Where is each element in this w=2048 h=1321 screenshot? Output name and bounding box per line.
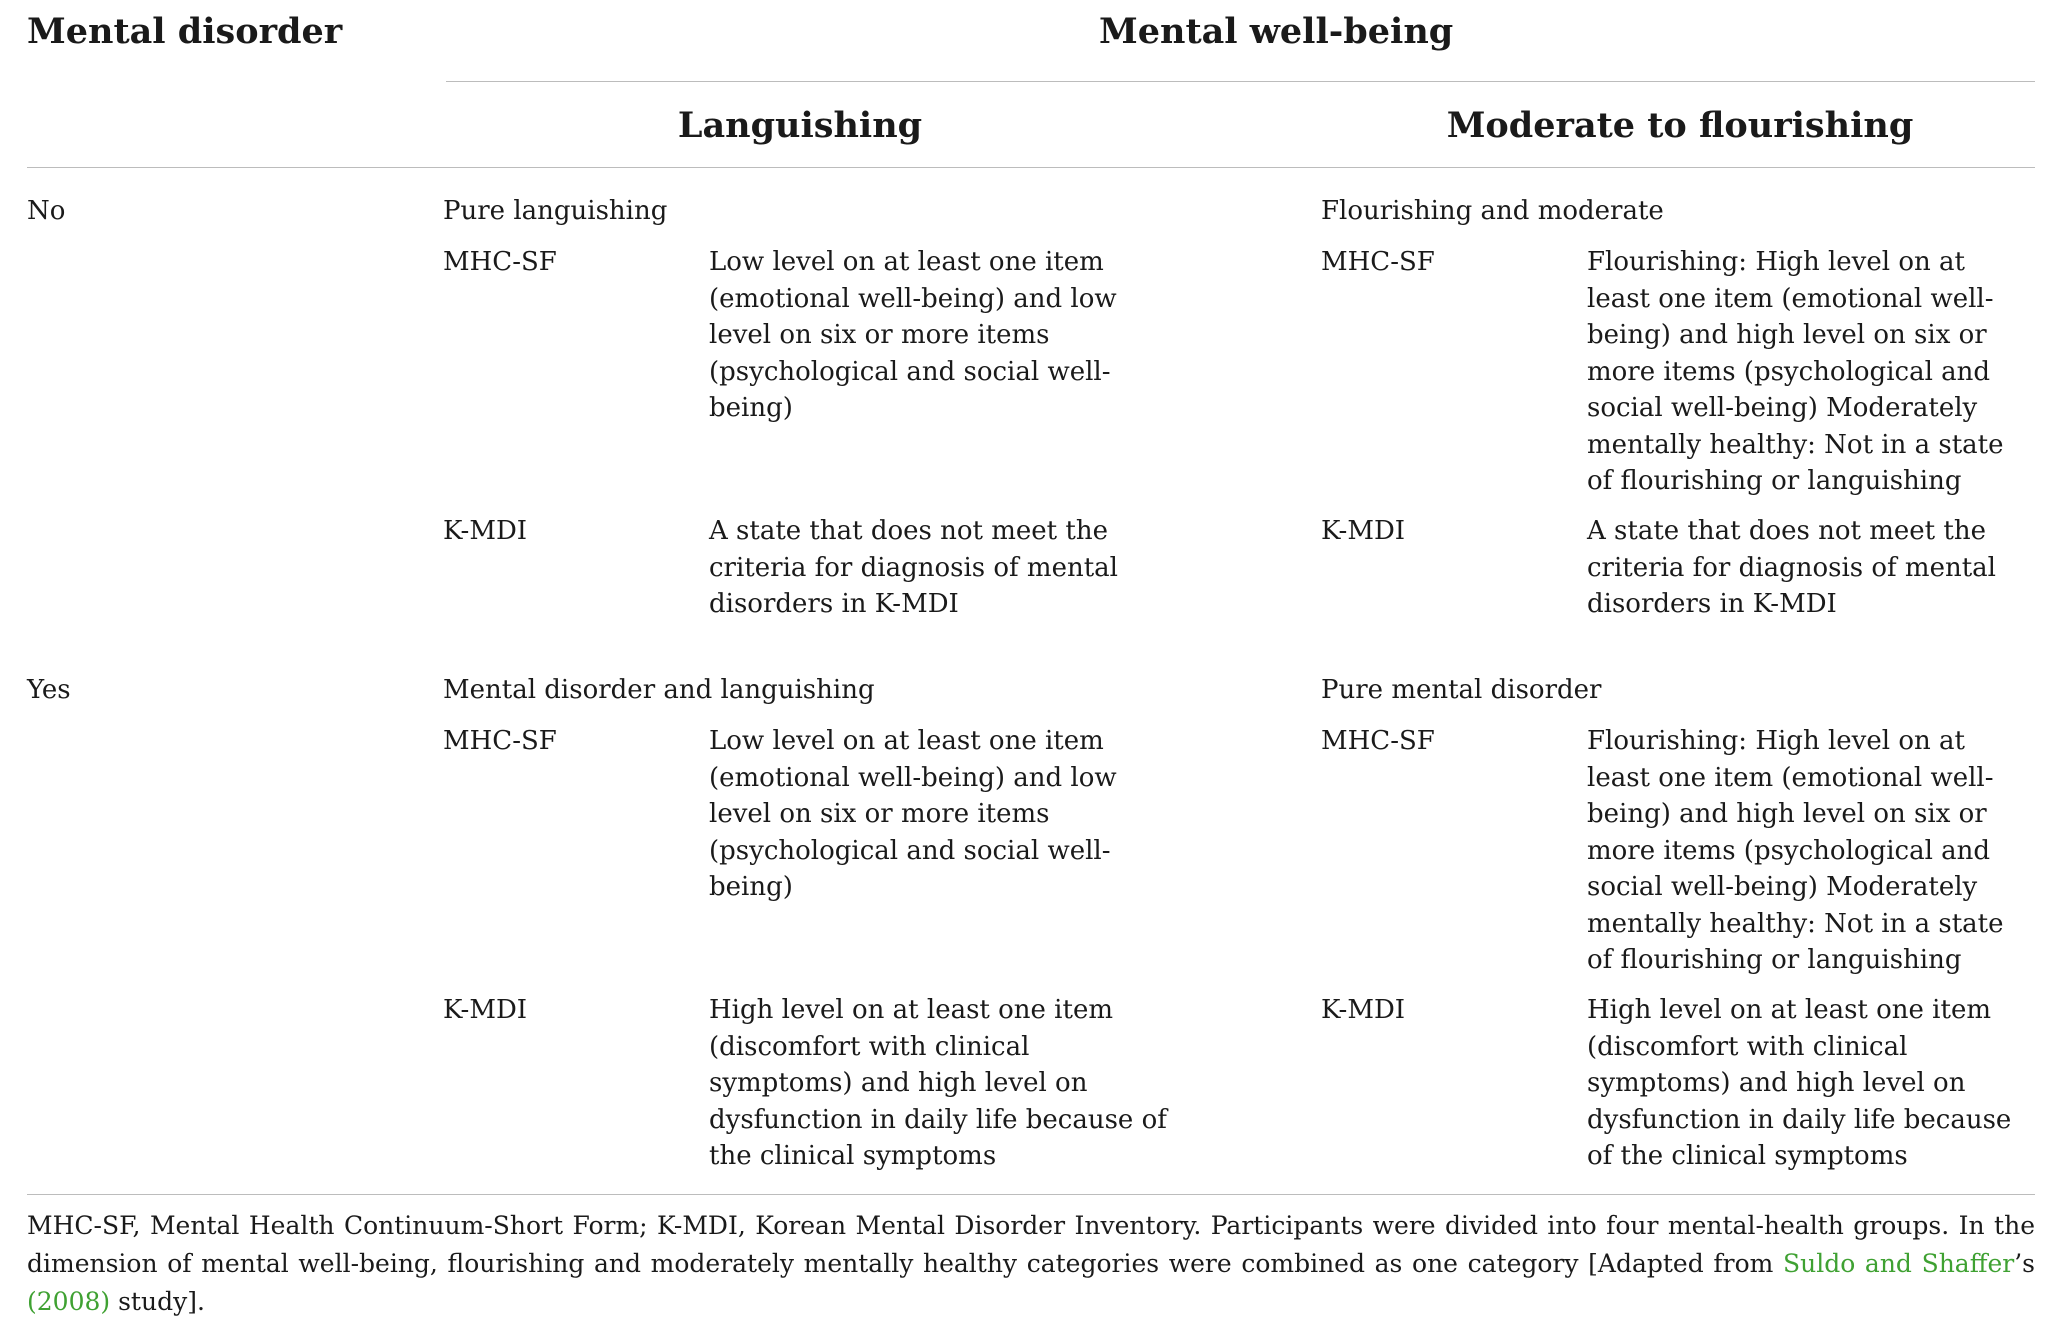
instrument-label-k-mdi: K-MDI bbox=[443, 516, 528, 546]
footnote-text: MHC-SF, Mental Health Continuum-Short Form; K-MDI, Korean Mental Disorder Inventory. Participants were divided into four mental-health groups. In the dimension of mental well-being, flourishing and moderately mentally healthy categories were combined as one category [Adapted from bbox=[27, 1211, 2035, 1278]
criteria-text: A state that does not meet the criteria for diagnosis of mental disorders in K-MDI bbox=[1587, 516, 1996, 619]
footnote-possessive: ’s bbox=[2014, 1249, 2035, 1278]
header-divider bbox=[446, 81, 2035, 82]
criteria-text: Low level on at least one item (emotional well-being) and low level on six or more items (psychological and social well-being) bbox=[709, 726, 1117, 902]
criteria-text: A state that does not meet the criteria for diagnosis of mental disorders in K-MDI bbox=[709, 516, 1118, 619]
subheader-moderate-to-flourishing: Moderate to flourishing bbox=[1446, 105, 1914, 146]
table-footnote bbox=[27, 1207, 2035, 1321]
instrument-label-mhc-sf: MHC-SF bbox=[443, 247, 557, 277]
citation-link-authors[interactable]: Suldo and Shaffer bbox=[1782, 1249, 2015, 1278]
instrument-label-k-mdi: K-MDI bbox=[1321, 516, 1406, 546]
group-title-mental-disorder-and-languishing: Mental disorder and languishing bbox=[443, 675, 875, 705]
group-title-pure-languishing: Pure languishing bbox=[443, 196, 668, 226]
criteria-text: Flourishing: High level on at least one item (emotional well-being) and high level on six or more items (psychological and social well-being) Moderately mentally healthy: Not in a state of flourishing or languishing bbox=[1587, 247, 2004, 496]
instrument-label-mhc-sf: MHC-SF bbox=[1321, 726, 1435, 756]
instrument-label-mhc-sf: MHC-SF bbox=[1321, 247, 1435, 277]
footnote-tail: study]. bbox=[110, 1287, 205, 1316]
row-label-no: No bbox=[27, 196, 66, 226]
column-header-mental-disorder: Mental disorder bbox=[27, 11, 343, 52]
instrument-label-k-mdi: K-MDI bbox=[1321, 995, 1406, 1025]
instrument-label-mhc-sf: MHC-SF bbox=[443, 726, 557, 756]
group-title-pure-mental-disorder: Pure mental disorder bbox=[1321, 675, 1602, 705]
citation-close-paren: ) bbox=[100, 1287, 111, 1316]
column-header-mental-well-being: Mental well-being bbox=[1099, 11, 1454, 52]
criteria-text: Flourishing: High level on at least one item (emotional well-being) and high level on six or more items (psychological and social well-being) Moderately mentally healthy: Not in a state of flourishing or languishing bbox=[1587, 726, 2004, 975]
table-bottom-rule bbox=[27, 1194, 2035, 1195]
criteria-text: High level on at least one item (discomfort with clinical symptoms) and high level on dysfunction in daily life because of the clinical symptoms bbox=[1587, 995, 2012, 1171]
row-label-yes: Yes bbox=[27, 675, 71, 705]
criteria-text: High level on at least one item (discomfort with clinical symptoms) and high level on dysfunction in daily life because of the clinical symptoms bbox=[709, 995, 1167, 1171]
criteria-text: Low level on at least one item (emotional well-being) and low level on six or more items (psychological and social well-being) bbox=[709, 247, 1117, 423]
citation-open-paren: ( bbox=[27, 1287, 37, 1316]
subheader-languishing: Languishing bbox=[677, 105, 923, 146]
header-bottom-rule bbox=[27, 167, 2035, 168]
group-title-flourishing-and-moderate: Flourishing and moderate bbox=[1321, 196, 1664, 226]
instrument-label-k-mdi: K-MDI bbox=[443, 995, 528, 1025]
citation-link-year[interactable]: 2008 bbox=[36, 1287, 101, 1316]
